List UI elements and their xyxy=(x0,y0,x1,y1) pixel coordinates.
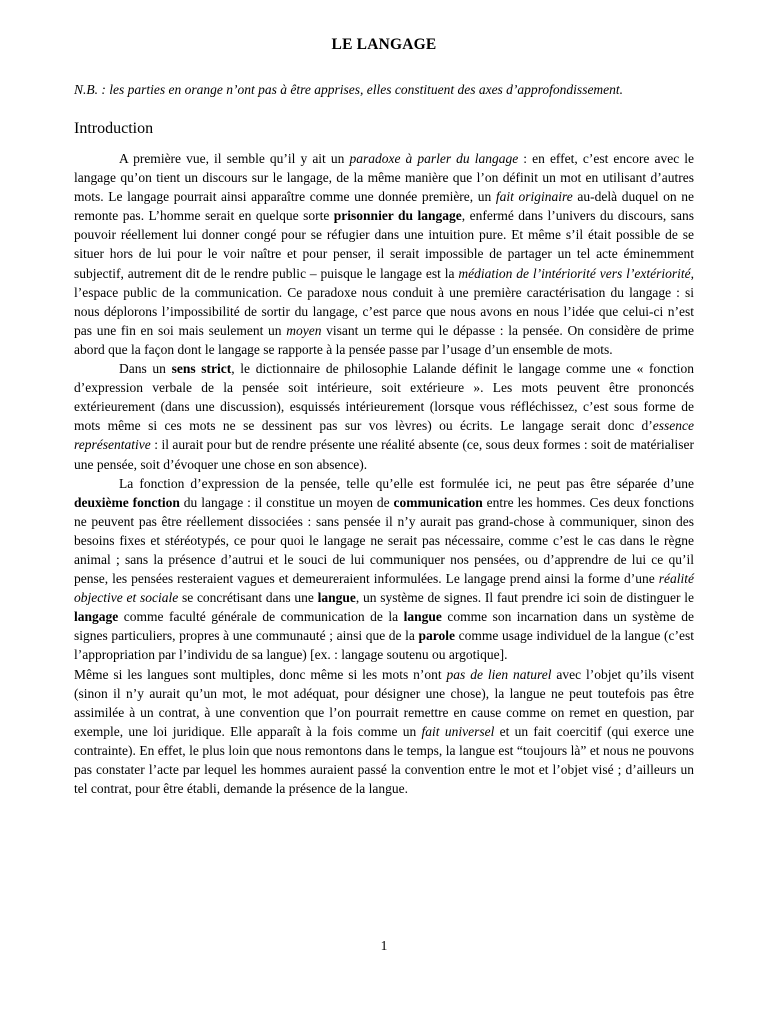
text-run: , l’espace public de la communication. Ce paradoxe nous conduit à une première caractérisation du langage : si nous déplorons l’impossibilité de sortir du langage, c’est parce que nous avons en nous l’idée que celui-ci n’est pas une fin en soi mais seulement un xyxy=(74,265,694,338)
bold-term: langue xyxy=(317,590,356,606)
text-run: La fonction d’expression de la pensée, telle qu’elle est formulée ici, ne peut pas être séparée d’une xyxy=(119,475,694,491)
page-number: 1 xyxy=(380,938,388,953)
text-run: Dans un xyxy=(119,361,172,377)
text-run: se concrétisant dans une xyxy=(178,590,318,606)
bold-term: prisonnier du langage xyxy=(333,208,462,224)
italic-term: médiation de l’intériorité vers l’extériorité xyxy=(458,265,691,281)
italic-term: paradoxe à parler du langage xyxy=(349,151,519,166)
text-run: : il aurait pour but de rendre présente une réalité absente (ce, sous deux formes : soit de matérialiser une pensée, soit d’évoquer une chose en son absence). xyxy=(74,437,694,472)
italic-term: essence représentative xyxy=(74,418,694,453)
section-title-introduction: Introduction xyxy=(74,120,154,137)
text-run: avec l’objet qu’ils visent (sinon il n’y aurait qu’un mot, le mot adéquat, pour désigner une chose), la langue ne peut toutefois pas être assimilée à un contrat, à une convention que l’on pourrait remettre en cause comme on remet en question, par exemple, une loi juridique. Elle apparaît à la fois comme un xyxy=(74,666,694,739)
text-run: entre les hommes. Ces deux fonctions ne peuvent pas être réellement dissociées : sans pensée il n’y aurait pas grand-chose à communiquer, sinon des besoins fixes et stéréotypés, ce pour quoi le langage ne serait pas nécessaire, comme c’est le cas dans le règne animal ; sans la présence d’autrui et le souci de lui communiquer nos pensées, ou d’apprendre de lui ce qu’il pense, les pensées resteraient vagues et demeureraient informulées. Le langage prend ainsi la forme d’une xyxy=(74,494,695,587)
bold-term: langue xyxy=(403,609,442,625)
bold-term: langage xyxy=(74,609,119,625)
text-run: et un fait coercitif (qui exerce une contrainte). En effet, le plus loin que nous remontons dans le temps, la langue est “toujours là” et nous ne pouvons pas constater l’acte par lequel les hommes auraient passé la convention entre le mot et l’objet visé ; d’ailleurs un tel contrat, pour être établi, demande la présence de la langue. xyxy=(74,723,694,797)
italic-term: moyen xyxy=(286,322,322,338)
document-title: LE LANGAGE xyxy=(331,36,437,53)
italic-term: pas de lien naturel xyxy=(446,666,552,682)
paragraph xyxy=(74,665,694,799)
text-run: , le dictionnaire de philosophie Lalande définit le langage comme une « fonction d’expression verbale de la pensée soit intérieure, soit extérieure ». Les mots peuvent être prononcés extérieurement (dans une discussion), esquissés intérieurement (lorsque vous réfléchissez, c’est sous forme de mots même si ces mots ne se dessinent pas sur vos lèvres) ou écrits. Le langage serait donc d’ xyxy=(74,361,694,434)
text-run: : en effet, c’est encore avec le langage qu’on tient un discours sur le langage, de la même manière que l’on définit un mot en utilisant d’autres mots. Le langage pourrait ainsi apparaître comme une donnée première, un xyxy=(74,151,694,205)
text-run: Même si les langues sont multiples, donc même si les mots n’ont xyxy=(74,666,447,682)
text-run: visant un terme qui le dépasse : la pensée. On considère de prime abord que la façon dont le langage se rapporte à la pensée passe par l’usage d’un ensemble de mots. xyxy=(74,322,694,357)
paragraph xyxy=(74,149,694,359)
paragraph xyxy=(74,359,694,474)
text-run: au-delà duquel on ne remonte pas. L’homme serait en quelque sorte xyxy=(74,189,694,224)
body-text xyxy=(74,149,694,798)
text-run: , un système de signes. Il faut prendre ici soin de distinguer le xyxy=(355,590,695,606)
text-run: du langage : il constitue un moyen de xyxy=(179,494,394,510)
italic-term: réalité objective et sociale xyxy=(74,571,694,606)
bold-term: parole xyxy=(418,628,456,644)
text-run: comme son incarnation dans un système de signes particuliers, propres à une communauté ; ainsi que de la xyxy=(74,609,694,644)
bold-term: communication xyxy=(393,494,483,510)
nb-note: N.B. : les parties en orange n’ont pas à être apprises, elles constituent des axes d’approfondissement. xyxy=(74,82,624,97)
text-run: A première vue, il semble qu’il y ait un xyxy=(119,151,350,166)
bold-term: deuxième fonction xyxy=(74,494,180,510)
bold-term: sens strict xyxy=(171,361,232,377)
italic-term: fait universel xyxy=(421,723,495,739)
paragraph xyxy=(74,474,694,665)
text-run: , enfermé dans l’univers du discours, sans pouvoir réellement lui donner congé pour se réfugier dans une intuition pure. Et même s’il était possible de se situer hors de lui pour le voir naître et pour penser, il serait impossible de partager un tel acte éminemment subjectif, autrement dit de le rendre public – puisque le langage est la xyxy=(74,208,694,281)
italic-term: fait originaire xyxy=(495,189,573,205)
text-run: comme faculté générale de communication de la xyxy=(118,609,404,625)
text-run: comme usage individuel de la langue (c’est l’appropriation par l’individu de sa langue) [ex. : langage soutenu ou argotique]. xyxy=(74,628,694,663)
